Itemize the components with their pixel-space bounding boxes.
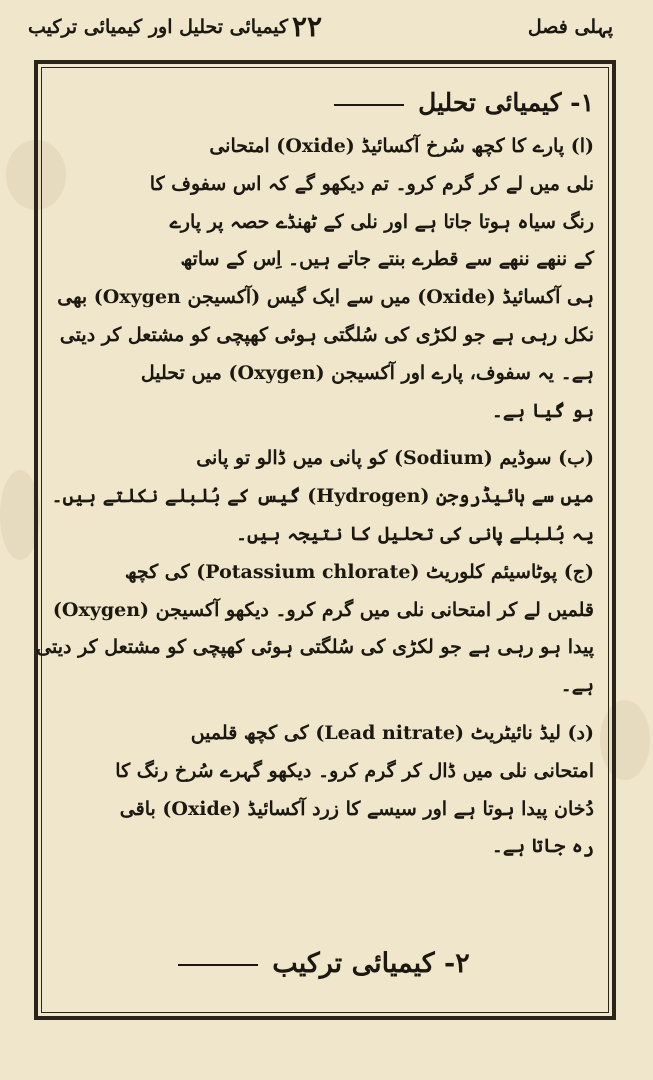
text-line: ہو گیا ہے۔ (491, 399, 594, 422)
text-line: (ج) پوٹاسیئم کلوریٹ (Potassium chlorate) کی کچھ (124, 560, 594, 583)
text-line: (ب) سوڈیم (Sodium) کو پانی میں ڈالو تو پانی (196, 447, 594, 470)
text-line: یہ بُلبلے پانی کی تحلیل کا نتیجہ ہیں۔ (235, 522, 594, 545)
text-line: نلی میں لے کر گرم کرو۔ تم دیکھو گے کہ اس سفوف کا (149, 172, 594, 195)
text-line: پیدا ہو رہی ہے جو لکڑی کی سُلگتی ہوئی کھپچی کو مشتعل کر دیتی (36, 636, 594, 659)
heading-rule (178, 964, 258, 966)
section-heading-text: ۲- کیمیائی ترکیب (272, 948, 470, 979)
text-line: ہی آکسائیڈ (Oxide) میں سے ایک گیس (آکسیجن Oxygen) بھی (57, 286, 594, 309)
page-body (36, 78, 594, 866)
heading-rule (334, 104, 404, 106)
section-heading (54, 948, 594, 979)
chapter-label: پہلی فصل (527, 16, 613, 38)
text-line: امتحانی نلی میں ڈال کر گرم کرو۔ دیکھو گہرے سُرخ رنگ کا (115, 759, 594, 782)
page-number: ۲۲ (292, 10, 323, 43)
text-line: ہے۔ (560, 674, 594, 697)
section-heading (54, 78, 594, 128)
text-line: (د) لیڈ نائیٹریٹ (Lead nitrate) کی کچھ قلمیں (190, 721, 594, 744)
text-line: نکل رہی ہے جو لکڑی کی سُلگتی ہوئی کھپچی کو مشتعل کر دیتی (59, 323, 594, 346)
text-line: قلمیں لے کر امتحانی نلی میں گرم کرو۔ دیکھو آکسیجن (Oxygen) (52, 598, 594, 621)
page-header (0, 0, 653, 58)
section-heading-text: ۱- کیمیائی تحلیل (418, 88, 594, 117)
text-line: کے ننھے ننھے سے قطرے بنتے جاتے ہیں۔ اِس کے ساتھ (180, 248, 594, 271)
text-line: (ا) پارے کا کچھ سُرخ آکسائیڈ (Oxide) امتحانی (209, 135, 594, 157)
text-line: دُخان پیدا ہوتا ہے اور سیسے کا زرد آکسائیڈ (Oxide) باقی (119, 797, 594, 820)
text-line: ہے۔ یہ سفوف، پارے اور آکسیجن (Oxygen) میں تحلیل (140, 361, 594, 384)
text-line: رنگ سیاہ ہوتا جاتا ہے اور نلی کے ٹھنڈے حصہ پر پارے (169, 210, 594, 233)
running-title: کیمیائی تحلیل اور کیمیائی ترکیب (28, 16, 289, 38)
text-line: میں سے ہائیڈروجن (Hydrogen) گیس کے بُلبلے نکلتے ہیں۔ (51, 485, 594, 508)
text-line: رہ جاتا ہے۔ (491, 835, 594, 858)
